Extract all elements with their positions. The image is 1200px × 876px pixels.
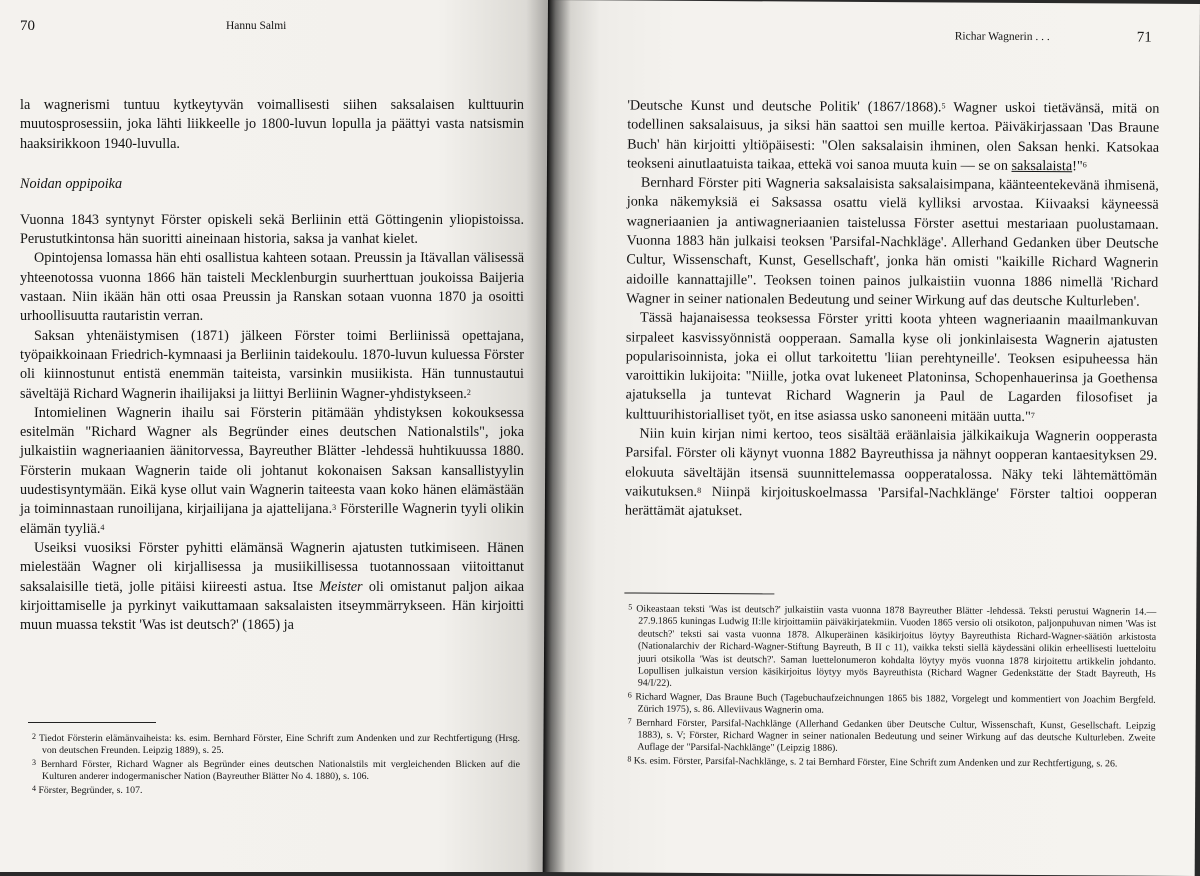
paragraph-text: oli omistanut paljon aikaa kirjoittamiselle ja pyrkinyt vaikuttamaan saksalaisten itseymmärrykseen. Hän kirjoitti muun muassa tekstit 'Was ist deutsch?' (1865) ja xyxy=(20,578,525,634)
footnote-text: Tiedot Försterin elämänvaiheista: ks. esim. Bernhard Förster, Eine Schrift zum Andenken und zur Rechtfertigung (Hrsg. von deutschen Freunden. Leipzig 1889), s. 25. xyxy=(39,733,521,757)
footnote-number: 3 xyxy=(32,757,36,767)
emphasis: Meister xyxy=(319,578,363,595)
footnote-number: 6 xyxy=(627,690,632,700)
left-page xyxy=(0,0,548,872)
right-page-header xyxy=(628,22,1160,65)
paragraph-text: Wagner uskoi tietävänsä, mitä on todellinen saksalaisuus, ja siksi hän saattoi sen muille kertoa. Päiväkirjassaan 'Das Braune Buch' hän kirjoitti yltiöpäisesti: "Olen saksalaisin ihminen, olen Saksan henki. Katsokaa teokseni ainutlaatuista taikaa, ettekä voi sanoa muuta kuin — se on xyxy=(626,99,1160,174)
footnote-text: Oikeastaan teksti 'Was ist deutsch?' julkaistiin vasta vuonna 1878 Bayreuther Blätter -lehdessä. Teksti perustui Wagnerin 14.—27.9.1865 kuningas Ludwig II:lle kirjoittamiin päiväkirjatekmiin. Vuoden 1865 versio oli otsikoton, paljonpuhuvan nimen 'Was ist deutsch?' teksti sai vasta vuonna 1878. Alkuperäinen käsikirjoitus löytyy Bayreuthista Richard-Wagner-säätiön arkistosta (Nationalarchiv der Richard-Wagner-Stiftung Bayreuth, B II c 11), vaikka teksti siellä käydessäni olikin erheellisesti luetteloitu juuri otsikolla 'Was ist deutsch?'. Saman luettelonumeron kohdalta löytyy myös vuonna 1878 kirjoitettu artikkelin johdanto. Lopullisen julkaistun version käsikirjoitus löytyy myös Bayreuthista (Richard Wagner Gedenkstätte der Stadt Bayreuth, Hs 94/I/22). xyxy=(636,603,1157,690)
footnote-ref: 4 xyxy=(100,522,105,532)
paragraph-text: Saksan yhtenäistymisen (1871) jälkeen Förster toimi Berliinissä opettajana, työpaikkoinaan Friedrich-kymnaasi ja Berliinin taidekoulu. 1870-luvun kuluessa Förster oli kiinnostunut entistä enemmän taiteista, varsinkin musiikista. Hän tunnustautui säveltäjä Richard Wagnerin ihailijaksi ja liittyi Berliinin Wagner-yhdistykseen. xyxy=(20,327,524,402)
footnote-rule xyxy=(28,722,156,723)
paragraph-text: Tässä hajanaisessa teoksessa Förster yritti koota yhteen wagneriaanin maailmankuvan sirpaleet kasvissyönnistä oopperaan. Samalla kyse oli jonkinlaisesta Wagnerin ajatusten popularisoinnista, joka ei ollut tarkoitettu 'liian perehtyneille'. Teoksen esipuheessa hän varoittikin lukijoita: "Niille, jotka ovat lukeneet Platoninsa, Schopenhauerinsa ja Goethensa ajatuksella ja tuntevat Richard Wagnerin ja Paul de Lagarden filosofiset ja kulttuurihistorialliset työt, en itse asiassa usko sanoneeni mitään uutta." xyxy=(625,309,1159,425)
left-page-body xyxy=(20,96,524,635)
right-page-body xyxy=(625,96,1160,524)
footnote-ref: 5 xyxy=(941,101,946,111)
footnote-ref: 6 xyxy=(1082,160,1087,170)
footnote xyxy=(28,759,520,784)
running-head: Hannu Salmi xyxy=(226,20,287,32)
underlined-word: saksalaista xyxy=(1011,157,1073,175)
paragraph-text: Niin kuin kirjan nimi kertoo, teos sisältää eräänlaisia jälkikaikuja Wagnerin oopperasta Parsifal. Förster oli käynyt vuonna 1882 Bayreuthissa ja nähnyt oopperan kantaesityksen 29. elokuuta säveltäjän itsensä suunnittelemassa oopperatalossa. Näky teki lähtemättömän vaikutuksen. xyxy=(624,425,1158,500)
footnote-ref: 3 xyxy=(332,503,337,513)
footnote xyxy=(624,691,1156,719)
footnote-text: Richard Wagner, Das Braune Buch (Tagebuchaufzeichnungen 1865 bis 1882, Vorgelegt und kommentiert von Joachim Bergfeld. Zürich 1975), s. 86. Alleviivaus Wagnerin oma. xyxy=(635,691,1156,716)
paragraph-text: Försterille Wagnerin tyyli olikin elämän tyyliä. xyxy=(20,501,524,537)
footnote-ref: 8 xyxy=(697,485,702,495)
footnote-number: 8 xyxy=(627,754,632,764)
left-footnotes xyxy=(28,722,520,798)
footnote-number: 5 xyxy=(628,602,633,612)
paragraph-text: Intomielinen Wagnerin ihailu sai Försterin pitämään yhdistyksen kokouksessa esitelmän "Richard Wagner als Begründer eines deutschen Nationalstils", joka julkaistiin wagneriaanien äänitorvessa, Bayreuther Blätter -lehdessä huhtikuussa 1880. Försterin mukaan Wagnerin taide oli johtanut kokonaisen Saksan kansallistyylin uudestisyntymään. Eikä kyse ollut vain Wagnerin taiteesta vaan koko hänen elämästään ja toiminnastaan runoilijana, kirjailijana ja ajattelijana. xyxy=(20,404,524,518)
footnote-ref: 2 xyxy=(466,387,471,397)
paragraph-text: Niinpä kirjoituskoelmassa 'Parsifal-Nachklänge' Förster taltioi oopperan herättämät ajatukset. xyxy=(624,483,1158,520)
footnote xyxy=(623,755,1155,771)
right-page xyxy=(543,0,1200,876)
footnote xyxy=(624,603,1157,693)
right-footnotes xyxy=(623,592,1156,772)
footnote-text: Ks. esim. Förster, Parsifal-Nachklänge, s. 2 tai Bernhard Förster, Eine Schrift zum Andenken und zur Rechtfertigung, s. 26. xyxy=(633,755,1118,770)
footnote-ref: 7 xyxy=(1030,410,1035,420)
paragraph-text: 'Deutsche Kunst und deutsche Politik' (1867/1868). xyxy=(627,97,942,116)
left-page-header xyxy=(20,18,524,58)
footnote-number: 2 xyxy=(32,732,36,741)
paragraph xyxy=(627,96,1159,176)
footnote-number: 4 xyxy=(32,783,36,793)
paragraph: Bernhard Förster piti Wagneria saksalaisista saksalaisimpana, käänteentekevänä ihmisenä, jonka näkemyksiä ei Saksassa osattu vielä kylliksi arvostaa. Kiivaaksi käyneessä wagneriaanien ja antiwagneriaanien taistelussa Förster asettui mestariaan puolustamaan. Vuonna 1883 hän julkaisi teoksen 'Parsifal-Nachkläge'. Allerhand Gedanken über Deutsche Cultur, Wissenschaft, Kunst, Gesellschaft', jonka hän omisti "kaikille Richard Wagnerin aidoille kannattajille". Teoksen toinen painos julkaistiin vuonna 1886 nimellä 'Richard Wagner in seiner nationalen Bedeutung und seiner Wirkung auf das deutsche Kulturleben'. xyxy=(626,174,1159,310)
footnote-rule xyxy=(624,592,774,594)
footnote-text: Bernhard Förster, Richard Wagner als Begründer eines deutschen Nationalstils mit vergleichenden Blicken auf die Kulturen anderer indogermanischer Nation (Bayreuther Blätter No 4. 1880), s. 106. xyxy=(40,758,520,783)
paragraph: Opintojensa lomassa hän ehti osallistua kahteen sotaan. Preussin ja Itävallan välisessä yhteenotossa vuonna 1866 hän taisteli Mecklenburgin suurherttuan joukoissa Baijeria vastaan. Niin ikään hän otti osaa Preussin ja Ranskan sotaan vuonna 1870 ja osoitti urhoollisuutta rautaristin verran. xyxy=(20,250,524,325)
paragraph-text: !" xyxy=(1072,158,1083,175)
paragraph-text: Useiksi vuosiksi Förster pyhitti elämänsä Wagnerin ajatusten tutkimiseen. Hänen mielestään Wagner oli kirjallisessa ja musiikillisessa tuotannossaan viitoittanut saksalaisille tietä, jolle pitäisi kiireesti astua. Itse xyxy=(20,539,524,595)
footnote-text: Förster, Begründer, s. 107. xyxy=(38,784,143,796)
footnote xyxy=(28,785,520,797)
paragraph xyxy=(20,327,524,404)
paragraph: la wagnerismi tuntuu kytkeytyvän voimallisesti siihen saksalaisen kulttuurin muutosprosessiin, joka lähti liikkeelle jo 1800-luvun lopulla ja päättyi vasta natsismin haaksirikkoon 1940-luvulla. xyxy=(20,97,524,152)
paragraph xyxy=(625,309,1158,428)
paragraph: Vuonna 1843 syntynyt Förster opiskeli sekä Berliinin että Göttingenin yliopistoissa. Perustutkintonsa hän suoritti aineinaan historia, saksa ja vanhat kielet. xyxy=(20,211,524,248)
footnote-number: 7 xyxy=(627,716,632,726)
section-title: Noidan oppipoika xyxy=(20,175,123,192)
running-head: Richar Wagnerin . . . xyxy=(954,30,1050,44)
paragraph xyxy=(625,425,1158,525)
footnote-text: Bernhard Förster, Parsifal-Nachklänge (Allerhand Gedanken über Deutsche Cultur, Wissenschaft, Kunst, Gesellschaft. Leipzig 1883), s. V; Förster, Richard Wagner in seiner nationalen Bedeutung und seiner Wirkung auf das deutsche Kulturleben. Zweite Auflage der "Parsifal-Nachklänge" (Leipzig 1886). xyxy=(636,717,1156,755)
footnote xyxy=(623,717,1155,757)
paragraph xyxy=(20,539,524,635)
footnote xyxy=(28,733,520,758)
page-number: 70 xyxy=(20,18,35,34)
page-number: 71 xyxy=(1136,29,1152,46)
paragraph xyxy=(20,404,524,539)
